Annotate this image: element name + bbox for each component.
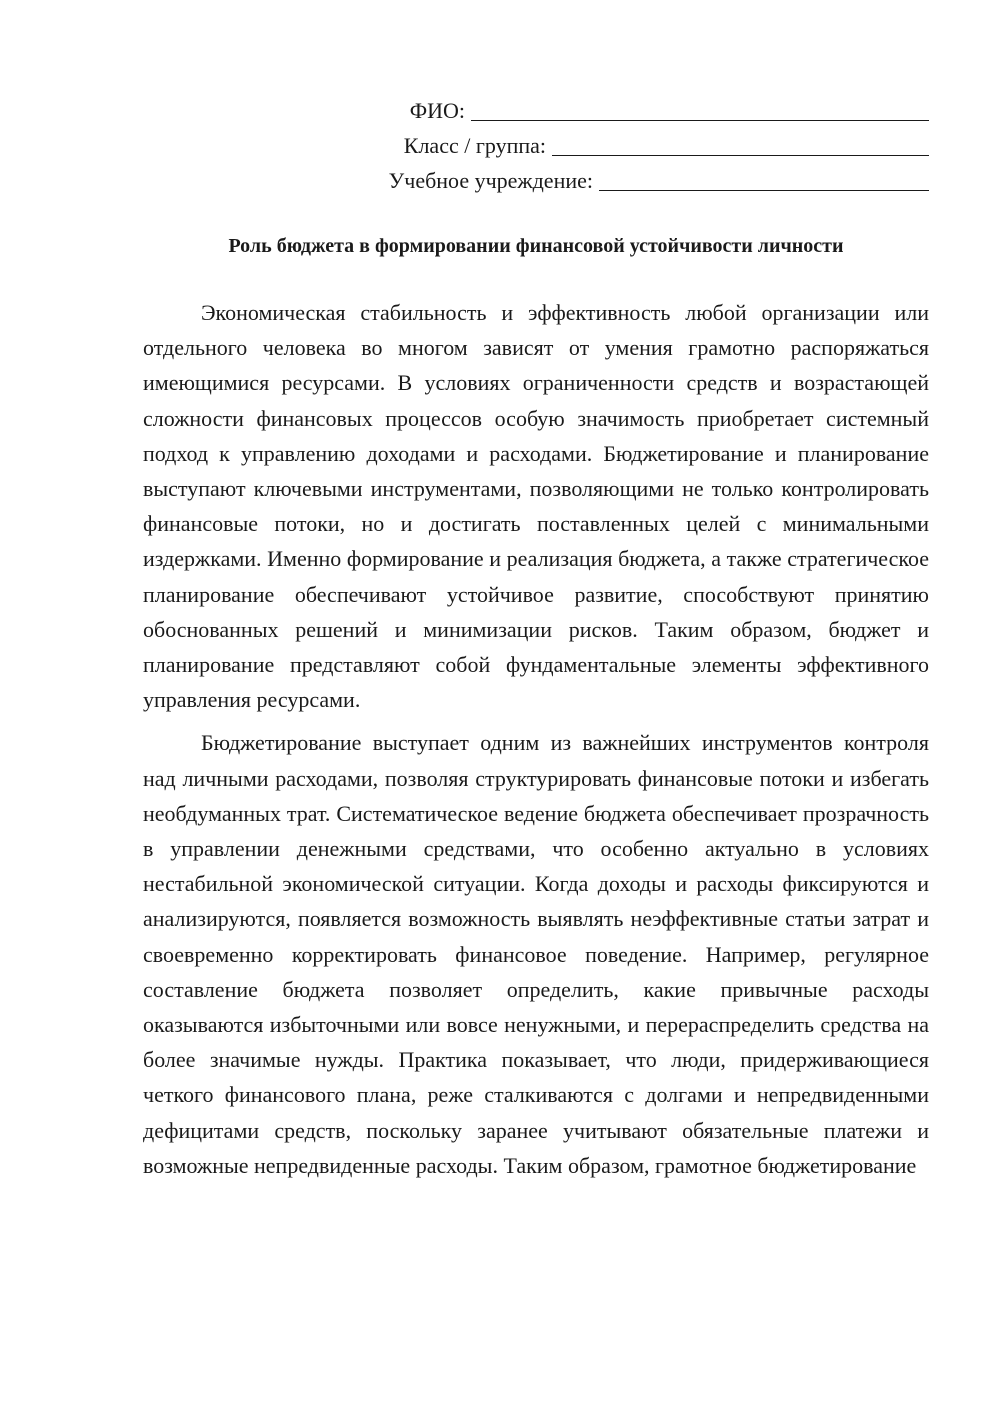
document-title: Роль бюджета в формировании финансовой устойчивости личности bbox=[228, 235, 844, 257]
school-row bbox=[143, 163, 929, 198]
school-label: Учебное учреждение: bbox=[388, 168, 593, 193]
paragraph-1: Экономическая стабильность и эффективность любой организации или отдельного человека во многом зависят от умения грамотно распоряжаться имеющимися ресурсами. В условиях ограниченности средств и возрастающей сложности финансовых процессов особую значимость приобретает системный подход к управлению доходами и расходами. Бюджетирование и планирование выступают ключевыми инструментами, позволяющими не только контролировать финансовые потоки, но и достигать поставленных целей с минимальными издержками. Именно формирование и реализация бюджета, а также стратегическое планирование обеспечивают устойчивое развитие, способствуют принятию обоснованных решений и минимизации рисков. Таким образом, бюджет и планирование представляют собой фундаментальные элементы эффективного управления ресурсами. bbox=[143, 300, 929, 713]
fio-blank-line[interactable] bbox=[471, 96, 929, 121]
paragraph-2: Бюджетирование выступает одним из важнейших инструментов контроля над личными расходами, позволяя структурировать финансовые потоки и избегать необдуманных трат. Систематическое ведение бюджета обеспечивает прозрачность в управлении денежными средствами, что особенно актуально в условиях нестабильной экономической ситуации. Когда доходы и расходы фиксируются и анализируются, появляется возможность выявлять неэффективные статьи затрат и своевременно корректировать финансовое поведение. Например, регулярное составление бюджета позволяет определить, какие привычные расходы оказываются избыточными или вовсе ненужными, и перераспределить средства на более значимые нужды. Практика показывает, что люди, придерживающиеся четкого финансового плана, реже сталкиваются с долгами и непредвиденными дефицитами средств, поскольку заранее учитывают обязательные платежи и возможные непредвиденные расходы. Таким образом, грамотное бюджетирование bbox=[143, 730, 929, 1178]
student-info-form bbox=[143, 93, 929, 198]
class-blank-line[interactable] bbox=[552, 131, 929, 156]
class-label: Класс / группа: bbox=[403, 133, 546, 158]
document-body bbox=[143, 295, 929, 1191]
fio-row bbox=[143, 93, 929, 128]
class-row bbox=[143, 128, 929, 163]
fio-label: ФИО: bbox=[409, 98, 465, 123]
school-blank-line[interactable] bbox=[599, 166, 929, 191]
